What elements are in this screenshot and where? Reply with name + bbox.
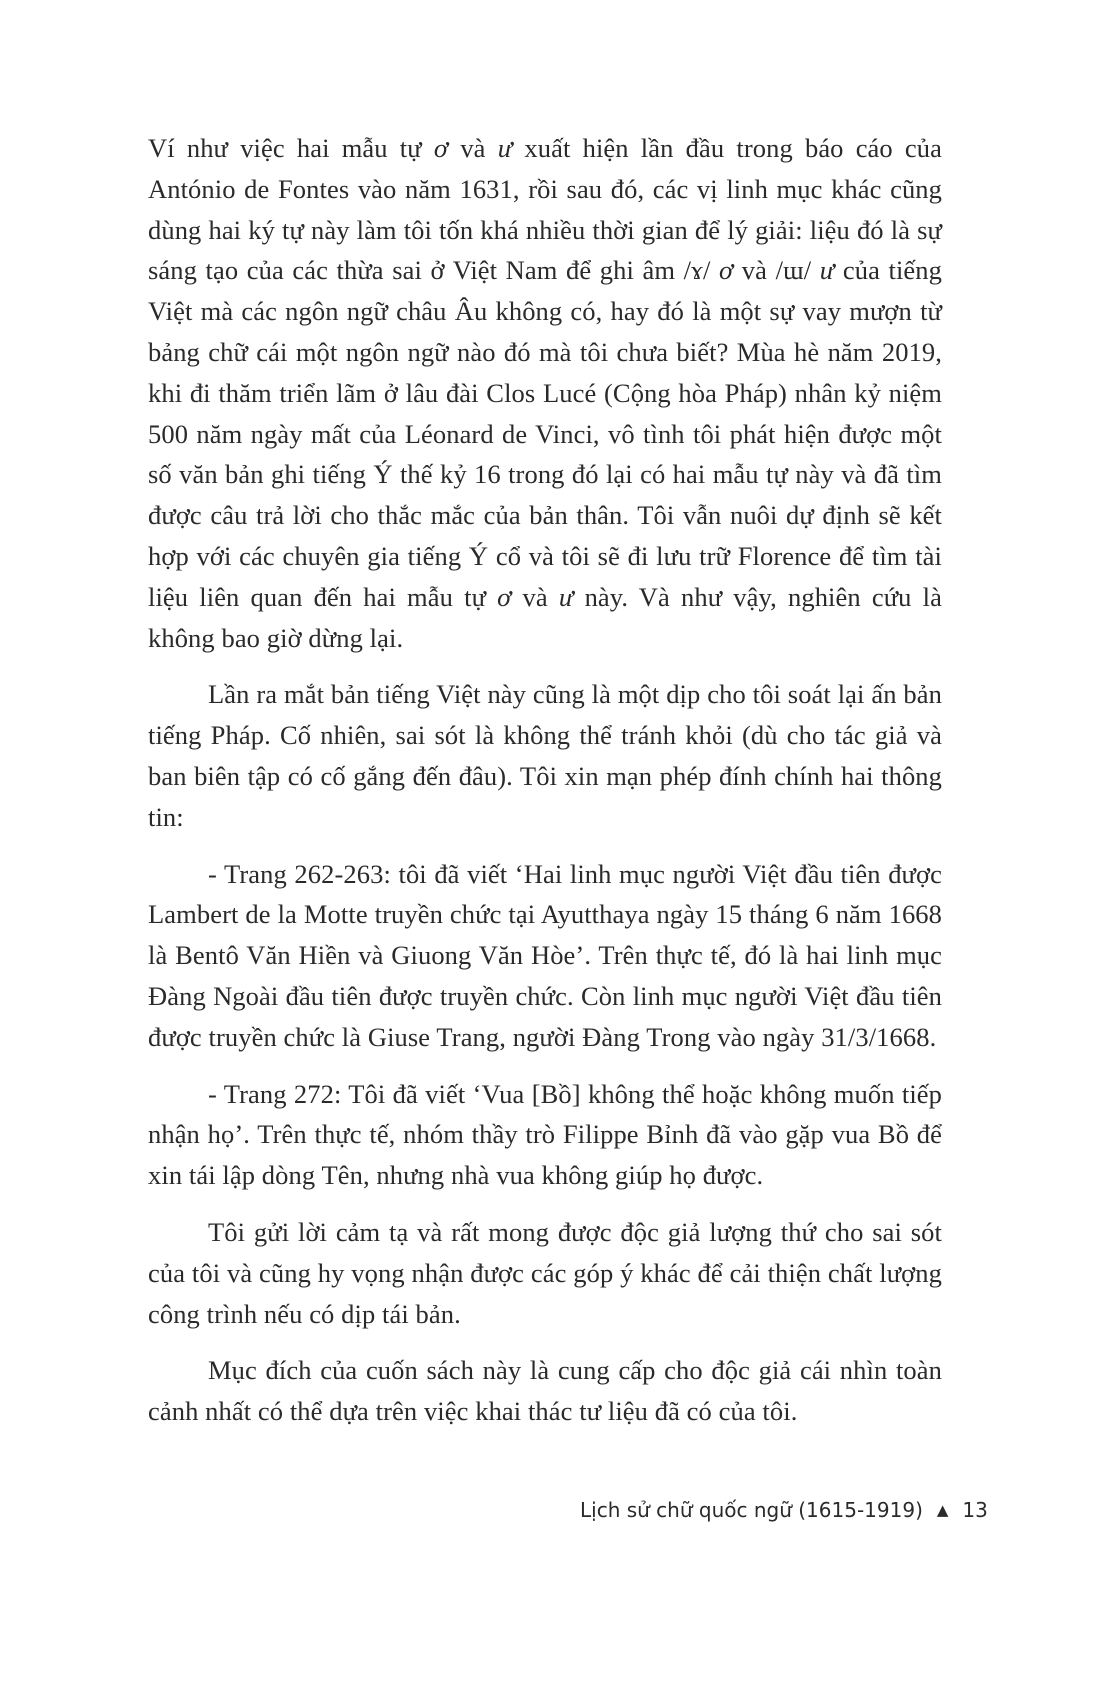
text-run: này. Và như vậy, nghiên cứu là không bao giờ dừng lại. [148, 581, 942, 653]
italic-letter: ư [819, 255, 835, 286]
paragraph-purpose: Mục đích của cuốn sách này là cung cấp cho độc giả cái nhìn toàn cảnh nhất có thể dựa trên việc khai thác tư liệu đã có của tôi. [148, 1355, 942, 1427]
running-title: Lịch sử chữ quốc ngữ (1615-1919) [580, 1498, 923, 1522]
paragraph-correction-2: - Trang 272: Tôi đã viết ‘Vua [Bồ] không thể hoặc không muốn tiếp nhận họ’. Trên thực tế, nhóm thầy trò Filippe Bỉnh đã vào gặp vua Bồ để xin tái lập dòng Tên, nhưng nhà vua không giúp họ được. [148, 1078, 942, 1191]
page-footer [580, 1496, 988, 1526]
paragraph-thanks: Tôi gửi lời cảm tạ và rất mong được độc giả lượng thứ cho sai sót của tôi và cũng hy vọng nhận được các góp ý khác để cải thiện chất lượng công trình nếu có dịp tái bản. [148, 1216, 942, 1329]
text-run: và [511, 581, 559, 612]
italic-letter: ư [558, 581, 574, 612]
text-run: và /ɯ/ [733, 255, 820, 286]
paragraph-2: Lần ra mắt bản tiếng Việt này cũng là một dịp cho tôi soát lại ấn bản tiếng Pháp. Cố nhiên, sai sót là không thể tránh khỏi (dù cho tác giả và ban biên tập có cố gắng đến đâu). Tôi xin mạn phép đính chính hai thông tin: [148, 679, 942, 832]
paragraph-1 [148, 128, 942, 658]
text-run: của tiếng Việt mà các ngôn ngữ châu Âu không có, hay đó là một sự vay mượn từ bảng chữ cái một ngôn ngữ nào đó mà tôi chưa biết? Mùa hè năm 2019, khi đi thăm triển lãm ở lâu đài Clos Lucé (Cộng hòa Pháp) nhân kỷ niệm 500 năm ngày mất của Léonard de Vinci, vô tình tôi phát hiện được một số văn bản ghi tiếng Ý thế kỷ 16 trong đó lại có hai mẫu tự này và đã tìm được câu trả lời cho thắc mắc của bản thân. Tôi vẫn nuôi dự định sẽ kết hợp với các chuyên gia tiếng Ý cổ và tôi sẽ đi lưu trữ Florence để tìm tài liệu liên quan đến hai mẫu tự [148, 255, 942, 612]
text-run: Ví như việc hai mẫu tự [148, 133, 434, 163]
italic-letter: ơ [497, 581, 512, 612]
paragraph-correction-1: - Trang 262-263: tôi đã viết ‘Hai linh mục người Việt đầu tiên được Lambert de la Motte truyền chức tại Ayutthaya ngày 15 tháng 6 năm 1668 là Bentô Văn Hiền và Giuong Văn Hòe’. Trên thực tế, đó là hai linh mục Đàng Ngoài đầu tiên được truyền chức. Còn linh mục người Việt đầu tiên được truyền chức là Giuse Trang, người Đàng Trong vào ngày 31/3/1668. [148, 858, 942, 1052]
italic-letter: ư [497, 133, 513, 163]
page-number: 13 [962, 1498, 988, 1522]
italic-letter: ơ [433, 133, 449, 163]
italic-letter: ơ [719, 255, 734, 286]
text-run: xuất hiện lần đầu trong báo cáo của António de Fontes vào năm 1631, rồi sau đó, các vị linh mục khác cũng dùng hai ký tự này làm tôi tốn khá nhiều thời gian để lý giải: liệu đó là sự sáng tạo của các thừa sai ở Việt Nam để ghi âm /ɤ/ [148, 133, 942, 286]
page-body [148, 128, 942, 1448]
text-run: và [448, 133, 498, 163]
triangle-icon: ▲ [936, 1501, 949, 1519]
